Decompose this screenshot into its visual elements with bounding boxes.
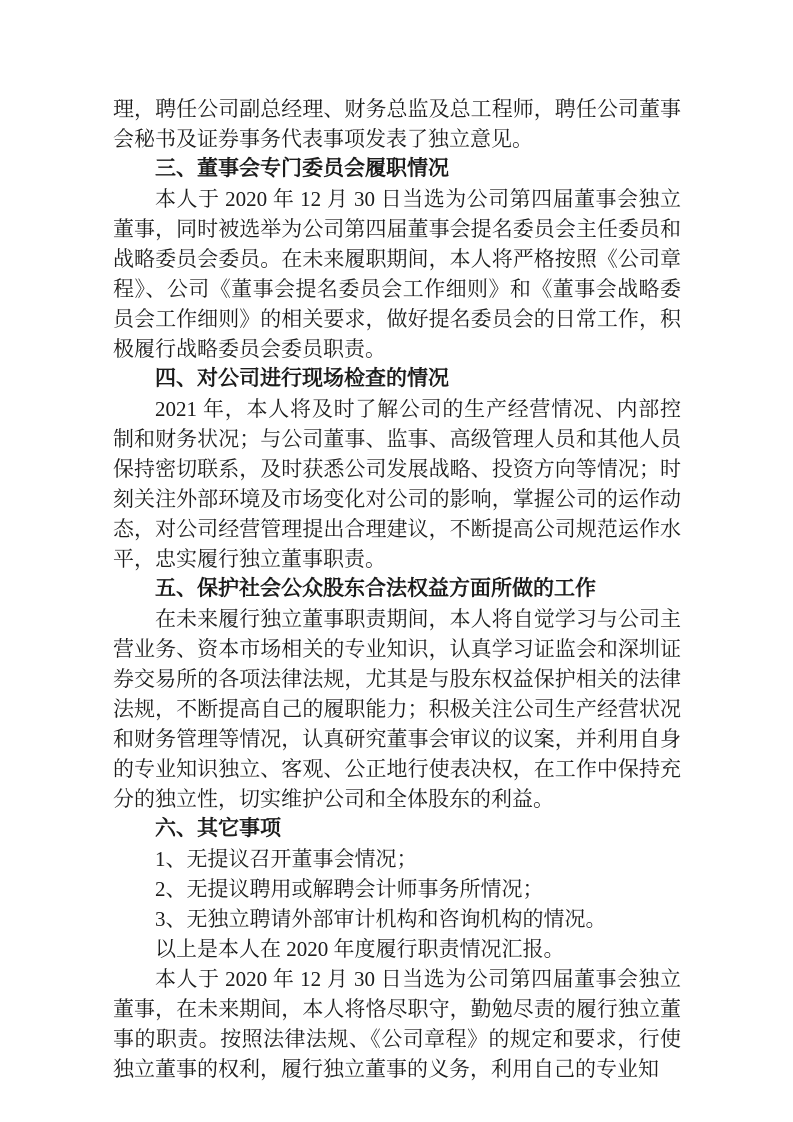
paragraph: 2、无提议聘用或解聘会计师事务所情况； <box>155 877 544 901</box>
document-body <box>113 94 681 1084</box>
paragraph: 本人于 2020 年 12 月 30 日当选为公司第四届董事会独立董事，在未来期间，本人将恪尽职守，勤勉尽责的履行独立董事的职责。按照法律法规、《公司章程》的规定和要求，行使独立董事的权利，履行独立董事的义务，利用自己的专业知 <box>113 967 681 1081</box>
section-heading: 五、保护社会公众股东合法权益方面所做的工作 <box>155 577 596 600</box>
paragraph: 在未来履行独立董事职责期间，本人将自觉学习与公司主营业务、资本市场相关的专业知识，认真学习证监会和深圳证券交易所的各项法律法规，尤其是与股东权益保护相关的法律法规，不断提高自己的履职能力；积极关注公司生产经营状况和财务管理等情况，认真研究董事会审议的议案，并利用自身的专业知识独立、客观、公正地行使表决权，在工作中保持充分的独立性，切实维护公司和全体股东的利益。 <box>113 607 681 811</box>
section-heading: 三、董事会专门委员会履职情况 <box>155 157 449 180</box>
section-heading: 四、对公司进行现场检查的情况 <box>155 367 449 390</box>
paragraph: 以上是本人在 2020 年度履行职责情况汇报。 <box>155 937 565 961</box>
paragraph: 本人于 2020 年 12 月 30 日当选为公司第四届董事会独立董事，同时被选举为公司第四届董事会提名委员会主任委员和战略委员会委员。在未来履职期间，本人将严格按照《公司章程》、公司《董事会提名委员会工作细则》和《董事会战略委员会工作细则》的相关要求，做好提名委员会的日常工作，积极履行战略委员会委员职责。 <box>113 187 681 361</box>
paragraph: 3、无独立聘请外部审计机构和咨询机构的情况。 <box>155 907 607 931</box>
paragraph: 2021 年，本人将及时了解公司的生产经营情况、内部控制和财务状况；与公司董事、监事、高级管理人员和其他人员保持密切联系，及时获悉公司发展战略、投资方向等情况；时刻关注外部环境及市场变化对公司的影响，掌握公司的运作动态，对公司经营管理提出合理建议，不断提高公司规范运作水平，忠实履行独立董事职责。 <box>113 397 681 571</box>
paragraph: 理，聘任公司副总经理、财务总监及总工程师，聘任公司董事会秘书及证券事务代表事项发表了独立意见。 <box>113 97 681 151</box>
section-heading: 六、其它事项 <box>155 817 281 840</box>
paragraph: 1、无提议召开董事会情况； <box>155 847 418 871</box>
